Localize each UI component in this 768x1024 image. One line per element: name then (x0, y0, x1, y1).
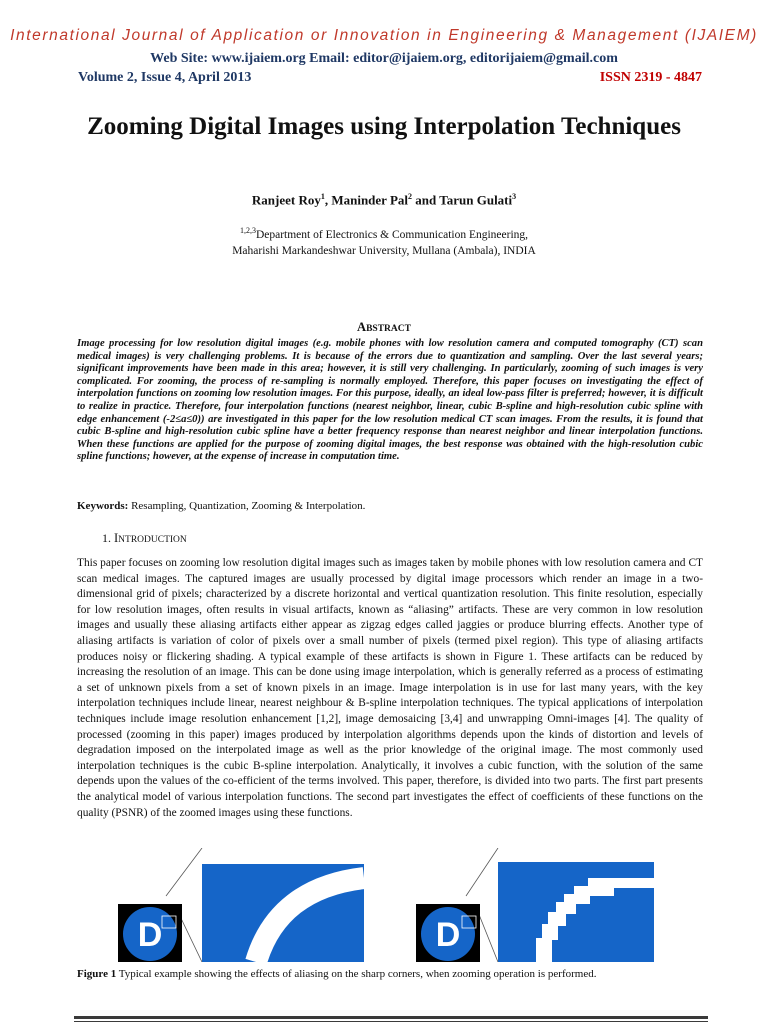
figure-1-caption (77, 968, 703, 980)
volume-issue: Volume 2, Issue 4, April 2013 (78, 70, 252, 85)
section-heading-introduction (102, 531, 187, 546)
paper-title: Zooming Digital Images using Interpolation Techniques (87, 113, 681, 140)
abstract-heading: ABSTRACT (357, 320, 411, 334)
section-title-rest: NTRODUCTION (118, 535, 187, 545)
author-separator: , (324, 192, 332, 208)
author-name: Tarun Gulati (439, 192, 513, 208)
author-sup: 1 (320, 192, 325, 201)
thumbnail-letter: D (137, 916, 163, 954)
caption-label: Figure 1 (77, 968, 117, 980)
thumbnail-letter: D (435, 916, 461, 954)
caption-text: Typical example showing the effects of aliasing on the sharp corners, when zooming operation is performed. (116, 968, 597, 980)
aliased-zoom-panel (466, 848, 654, 962)
journal-name: International Journal of Application or Innovation in Engineering & Management (IJAIEM) (10, 27, 758, 44)
abstract-text: Image processing for low resolution digital images (e.g. mobile phones with low resolution camera and computed tomography (CT) scan medical images) is very challenging problems. It is because of the errors due to quantization and sampling. Over the last several years; significant improvements have been made in this area; however, it is still very challenging. In particularly, zooming of such images is very complicated. For zooming, the process of re-sampling is normally employed. Therefore, this paper focuses on investigating the effect of interpolation functions on zooming low resolution images. For this purpose, ideally, an ideal low-pass filter is preferred; however, it is difficult to realize in practice. Therefore, four interpolation functions (nearest neighbor, linear, cubic B-spline and high-resolution cubic spline with edge enhancement (-2≤a≤0)) are investigated in this paper for the low resolution medical CT scan images. From the results, it is found that cubic B-spline and high-resolution cubic spline have a better frequency response than nearest neighbor and linear interpolation functions. When these functions are applied for the purpose of zooming digital images, the best response was obtained with the high-resolution cubic spline functions; however, at the expense of increase in computation time. (77, 338, 703, 463)
keywords-label: Keywords: (77, 500, 129, 512)
footer-rule-thick (74, 1016, 708, 1019)
author-sup: 2 (408, 192, 413, 201)
introduction-text: This paper focuses on zooming low resolution digital images such as images taken by mobile phones with low resolution camera and CT scan medical images. The captured images are usually processed by digital image processors which render an image in a two-dimensional grid of pixels; characterized by a discrete horizontal and vertical quantization resolution. This finite resolution, especially for low resolution images, often results in visual artifacts, known as “aliasing” artifacts. These are very common in low resolution images and usually these aliasing artifacts either appear as zigzag edges called jaggies or produce blurring effects. Another type of aliasing artifacts is variation of color of pixels over a small number of pixels (termed pixel region). This type of aliasing artifacts produces noisy or flickering shading. A typical example of these artifacts is shown in Figure 1. These artifacts can be reduced by increasing the resolution of an image. This can be done using image interpolation, which is generally referred as a process of estimating a set of unknown pixels from a set of known pixels in an image. Image interpolation is in use for last many years, with the key interpolation techniques include linear, nearest neighbour & B-spline interpolation techniques. The typical applications of interpolation techniques include image resolution enhancement [1,2], image demosaicing [3,4] and unwrapping Omni-images [4]. The quality of processed (zooming in this paper) images produced by interpolation algorithms depends upon the kinds of distortion and levels of degradation imposed on the interpolated image as well as the prior knowledge of the original image. The most commonly used interpolation techniques is the cubic B-spline interpolation. Analytically, it involves a cubic function, with the solution of the same depends upon the values of the co-efficient of the terms involved. This paper, therefore, is divided into two parts. The first part presents the analytical model of various interpolation functions. The second part investigates the effect of coefficients of these functions on the quality (PSNR) of the zoomed images using these functions. (77, 557, 703, 819)
author-list (0, 192, 768, 208)
footer-rule-thin (74, 1021, 708, 1022)
figure-1 (118, 848, 658, 962)
author-separator: and (412, 192, 440, 208)
author-name: Maninder Pal (331, 192, 409, 208)
smooth-zoom-panel (166, 848, 364, 962)
section-title-initial: I (114, 531, 119, 545)
affiliation-line-1: Department of Electronics & Communication Engineering, (255, 228, 529, 241)
keywords (77, 500, 703, 512)
figure-1-image (118, 848, 658, 962)
author-sup: 3 (512, 192, 517, 201)
author-name: Ranjeet Roy (251, 192, 321, 208)
affiliation-line-2: Maharishi Markandeshwar University, Mullana (Ambala), INDIA (232, 244, 536, 257)
keywords-text: Resampling, Quantization, Zooming & Interpolation. (128, 500, 366, 512)
affiliation (0, 223, 768, 259)
issn: ISSN 2319 - 4847 (599, 70, 702, 85)
affiliation-sup: 1,2,3 (239, 226, 256, 235)
journal-website-line: Web Site: www.ijaiem.org Email: editor@ijaiem.org, editorijaiem@gmail.com (150, 51, 618, 66)
section-number: 1. (102, 531, 111, 545)
